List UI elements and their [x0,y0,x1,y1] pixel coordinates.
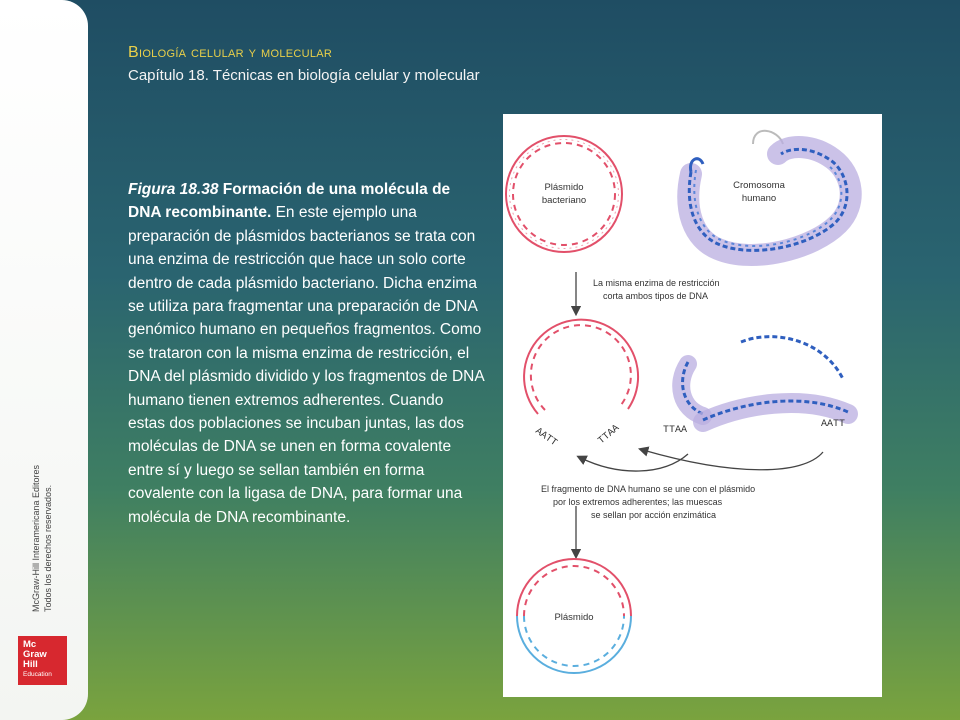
sticky-end-left: AATT [532,426,559,450]
recombinant-dna-diagram [503,114,882,697]
course-title: Biología celular y molecular [128,44,333,61]
sticky-end-middle: TTAA [596,423,622,448]
copyright-notice [30,465,54,612]
chromosome-label-line-1: Cromosoma [733,180,785,191]
curved-arrow-left [581,454,688,471]
plasmid-label-line-1: Plásmido [544,182,584,193]
step2-text-line-1: El fragmento de DNA humano se une con el plásmido [541,484,756,494]
figure-label: Figura 18.38 [128,181,219,198]
logo-line-2: Graw [23,649,47,660]
logo-line-3: Hill [23,659,38,670]
plasmid-cut [524,320,638,449]
step1-text-line-1: La misma enzima de restricción [593,278,720,288]
figure-panel [503,114,882,697]
copyright-line-2: Todos los derechos reservados. [43,484,53,612]
chapter-subtitle: Capítulo 18. Técnicas en biología celular y molecular [128,67,480,84]
logo-line-1: Mc [23,639,37,650]
chromosome-top [688,131,850,255]
human-fragment [663,337,848,436]
recombinant-plasmid [517,559,631,673]
chromosome-label-line-2: humano [741,193,777,204]
sticky-end-right-a: TTAA [663,425,688,436]
step2-text-line-2: por los extremos adherentes; las muescas [553,497,723,507]
figure-caption [128,178,484,529]
mcgraw-hill-logo [18,636,67,685]
sidebar [0,0,88,720]
final-plasmid-label: Plásmido [554,612,594,623]
logo-line-4: Education [23,671,52,678]
copyright-line-1: McGraw-Hill Interamericana Editores [31,464,41,612]
step1-text-line-2: corta ambos tipos de DNA [603,291,709,301]
sticky-end-right-b: AATT [821,419,846,430]
step2-text-line-3: se sellan por acción enzimática [591,510,717,520]
curved-arrow-right [643,450,823,470]
figure-title: Formación de una molécula de DNA recombinante. [128,181,451,222]
plasmid-label-line-2: bacteriano [541,195,587,206]
figure-description: En este ejemplo una preparación de plásmidos bacterianos se trata con una enzima de restricción que hace un solo corte dentro de cada plásmido bacteriano. Dicha enzima se utiliza para fragmentar una preparación de DNA genómico humano en pequeños fragmentos. Como se trataron con la misma enzima de restricción, el DNA del plásmido dividido y los fragmentos de DNA humano tienen extremos adherentes. Cuando estas dos poblaciones se incuban juntas, las dos moléculas de DNA se unen en forma covalente entre sí y luego se sellan también en forma covalente con la ligasa de DNA, para formar una molécula de DNA recombinante. [128,204,484,526]
plasmid-top [506,136,622,252]
